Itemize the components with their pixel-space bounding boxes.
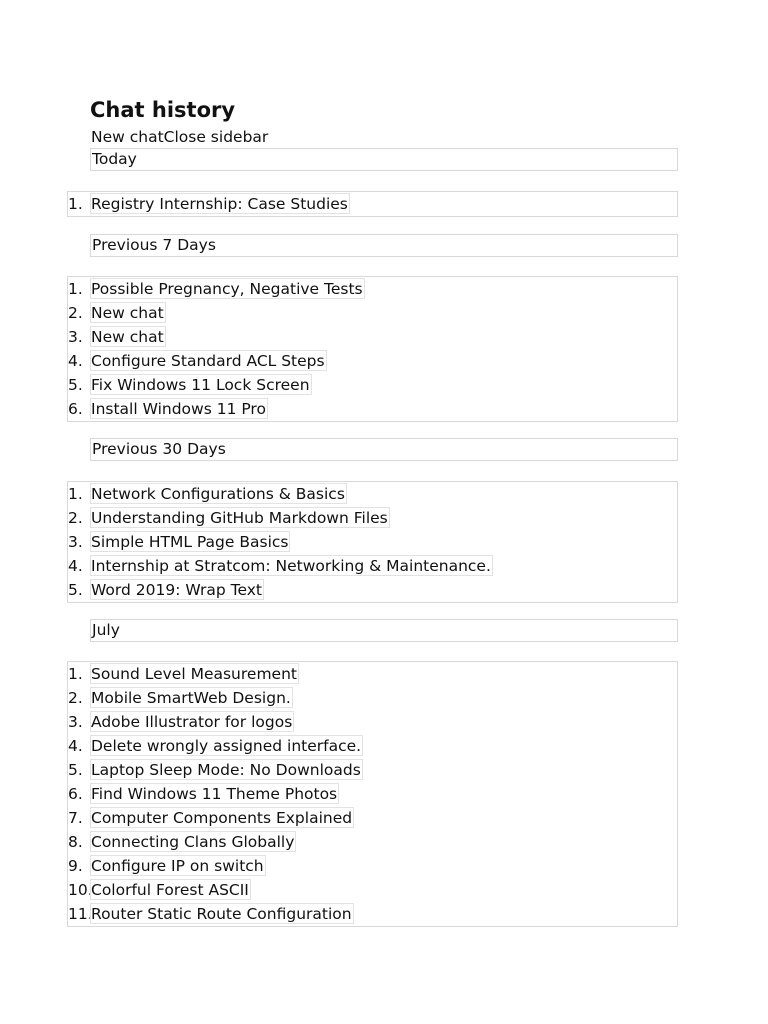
chat-link[interactable]: Adobe Illustrator for logos: [91, 713, 293, 731]
list-item-number: 1.: [68, 280, 83, 298]
list-item: [68, 554, 677, 578]
list-item-number: 2.: [68, 304, 83, 322]
section-heading-previous-30-days: [90, 438, 678, 461]
list-item-number: 3.: [68, 328, 83, 346]
list-item-number: 7.: [68, 809, 83, 827]
list-item: [68, 530, 677, 554]
chat-link[interactable]: Computer Components Explained: [91, 809, 353, 827]
chat-link[interactable]: Possible Pregnancy, Negative Tests: [91, 280, 363, 298]
list-item: [68, 578, 677, 602]
list-item-number: 11.: [68, 905, 93, 923]
section-heading-label: Previous 30 Days: [92, 440, 226, 458]
list-item-number: 1.: [68, 665, 83, 683]
list-item-number: 4.: [68, 557, 83, 575]
chat-link[interactable]: Word 2019: Wrap Text: [91, 581, 262, 599]
list-item: [68, 373, 677, 397]
section-list-today: [67, 191, 678, 217]
chat-link[interactable]: Simple HTML Page Basics: [91, 533, 289, 551]
list-item: [68, 397, 677, 421]
list-item-number: 9.: [68, 857, 83, 875]
list-item: [68, 782, 677, 806]
chat-history-title: Chat history: [90, 98, 236, 122]
list-item: [68, 830, 677, 854]
section-list-previous-7-days: [67, 276, 678, 422]
list-item: [68, 301, 677, 325]
list-item-number: 4.: [68, 737, 83, 755]
section-heading-july: [90, 619, 678, 642]
list-item: [68, 349, 677, 373]
chat-link[interactable]: New chat: [91, 328, 164, 346]
list-item-number: 6.: [68, 785, 83, 803]
chat-link[interactable]: Internship at Stratcom: Networking & Maintenance.: [91, 557, 491, 575]
list-item: [68, 192, 677, 216]
section-heading-today: [90, 148, 678, 171]
chat-link[interactable]: Colorful Forest ASCII: [91, 881, 249, 899]
list-item-number: 8.: [68, 833, 83, 851]
list-item-number: 5.: [68, 376, 83, 394]
close-sidebar-link[interactable]: Close sidebar: [163, 128, 269, 146]
list-item-number: 3.: [68, 713, 83, 731]
chat-link[interactable]: Find Windows 11 Theme Photos: [91, 785, 338, 803]
chat-link[interactable]: Router Static Route Configuration: [91, 905, 352, 923]
list-item: [68, 734, 677, 758]
section-heading-previous-7-days: [90, 234, 678, 257]
chat-link[interactable]: Configure Standard ACL Steps: [91, 352, 325, 370]
list-item: [68, 482, 677, 506]
list-item-number: 10.: [68, 881, 93, 899]
list-item-number: 1.: [68, 485, 83, 503]
chat-link[interactable]: Configure IP on switch: [91, 857, 264, 875]
list-item-number: 2.: [68, 509, 83, 527]
list-item: [68, 662, 677, 686]
chat-link[interactable]: Install Windows 11 Pro: [91, 400, 266, 418]
chat-link[interactable]: Network Configurations & Basics: [91, 485, 345, 503]
new-chat-link[interactable]: New chat: [91, 128, 164, 146]
chat-link[interactable]: Registry Internship: Case Studies: [91, 195, 348, 213]
section-list-previous-30-days: [67, 481, 678, 603]
chat-link[interactable]: Laptop Sleep Mode: No Downloads: [91, 761, 361, 779]
list-item-number: 1.: [68, 195, 83, 213]
list-item: [68, 854, 677, 878]
list-item-number: 2.: [68, 689, 83, 707]
section-list-july: [67, 661, 678, 927]
chat-link[interactable]: Delete wrongly assigned interface.: [91, 737, 362, 755]
chat-link[interactable]: Understanding GitHub Markdown Files: [91, 509, 388, 527]
list-item: [68, 758, 677, 782]
chat-link[interactable]: Connecting Clans Globally: [91, 833, 295, 851]
list-item: [68, 277, 677, 301]
list-item-number: 3.: [68, 533, 83, 551]
chat-link[interactable]: Fix Windows 11 Lock Screen: [91, 376, 310, 394]
list-item-number: 6.: [68, 400, 83, 418]
list-item: [68, 806, 677, 830]
list-item: [68, 506, 677, 530]
chat-link[interactable]: New chat: [91, 304, 164, 322]
list-item: [68, 325, 677, 349]
chat-link[interactable]: Mobile SmartWeb Design.: [91, 689, 291, 707]
list-item-number: 5.: [68, 761, 83, 779]
list-item: [68, 902, 677, 926]
list-item-number: 5.: [68, 581, 83, 599]
section-heading-label: July: [92, 621, 120, 639]
list-item-number: 4.: [68, 352, 83, 370]
section-heading-label: Today: [92, 150, 137, 168]
section-heading-label: Previous 7 Days: [92, 236, 216, 254]
list-item: [68, 878, 677, 902]
list-item: [68, 686, 677, 710]
list-item: [68, 710, 677, 734]
chat-link[interactable]: Sound Level Measurement: [91, 665, 297, 683]
sidebar-actions: [91, 126, 268, 148]
